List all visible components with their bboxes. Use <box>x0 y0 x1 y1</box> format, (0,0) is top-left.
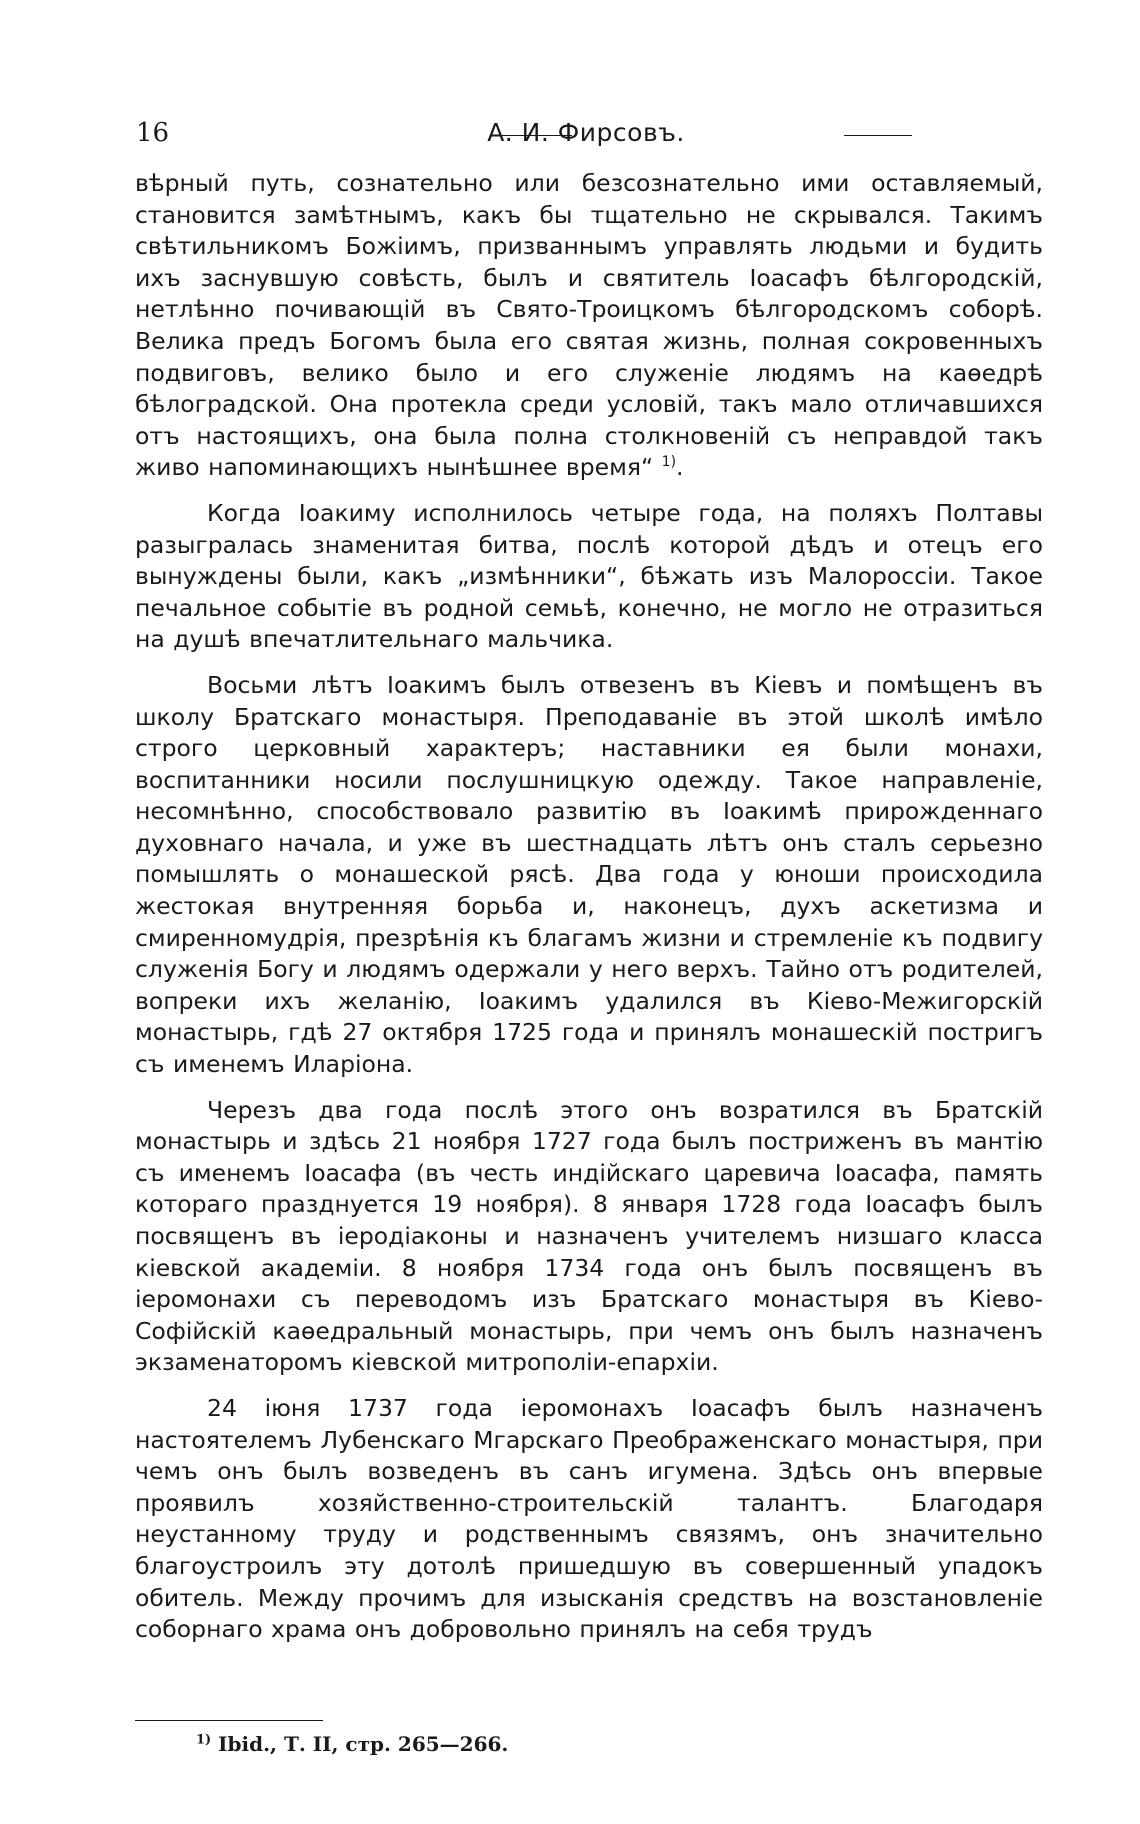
paragraph-3: Восьми лѣтъ Іоакимъ былъ отвезенъ въ Кіевъ и помѣщенъ въ школу Братскаго монастыря. Преподаваніе въ этой школѣ имѣло строго церковный характеръ; наставники ея были монахи, воспитанники носили послушницкую одежду. Такое направленіе, несомнѣнно, способствовало развитію въ Іоакимѣ прирожденнаго духовнаго начала, и уже въ шестнадцать лѣтъ онъ сталъ серьезно помышлять о монашеской рясѣ. Два года у юноши происходила жестокая внутренняя борьба и, наконецъ, духъ аскетизма и смиренномудрія, презрѣнія къ благамъ жизни и стремленіе къ подвигу служенія Богу и людямъ одержали у него верхъ. Тайно отъ родителей, вопреки ихъ желанію, Іоакимъ удалился въ Кіево-Межигорскій монастырь, гдѣ 27 октября 1725 года и принялъ монашескій постригъ съ именемъ Иларіона. <box>135 670 1043 1079</box>
footnote-mark: 1) <box>196 1732 212 1748</box>
paragraph-2: Когда Іоакиму исполнилось четыре года, на поляхъ Полтавы разыгралась знаменитая битва, послѣ которой дѣдъ и отецъ его вынуждены были, какъ „измѣнники“, бѣжать изъ Малороссіи. Такое печальное событіе въ родной семьѣ, конечно, не могло не отразиться на душѣ впечатлительнаго мальчика. <box>135 498 1043 654</box>
page-number: 16 <box>136 118 170 148</box>
page-header <box>132 118 1040 158</box>
paragraph-4: Черезъ два года послѣ этого онъ возратился въ Братскій монастырь и здѣсь 21 ноября 1727 года былъ постриженъ въ мантію съ именемъ Іоасафа (въ честь индійскаго царевича Іоасафа, память котораго празднуется 19 ноября). 8 января 1728 года Іоасафъ былъ посвященъ въ іеродіаконы и назначенъ учителемъ низшаго класса кіевской академіи. 8 ноября 1734 года онъ былъ посвященъ въ іеромонахи съ переводомъ изъ Братскаго монастыря въ Кіево-Софійскій каѳедральный монастырь, при чемъ онъ былъ назначенъ экзаменаторомъ кіевской митрополіи-епархіи. <box>135 1095 1043 1377</box>
footnote-rule <box>135 1720 323 1721</box>
paragraph-5: 24 іюня 1737 года іеромонахъ Іоасафъ былъ назначенъ настоятелемъ Лубенскаго Мгарскаго Преображенскаго монастыря, при чемъ онъ былъ возведенъ въ санъ игумена. Здѣсь онъ впервые проявилъ хозяйственно-строительскій талантъ. Благодаря неустанному труду и родственнымъ связямъ, онъ значительно благоустроилъ эту дотолѣ пришедшую въ совершенный упадокъ обитель. Между прочимъ для изысканія средствъ на возстановленіе соборнаго храма онъ добровольно принялъ на себя трудъ <box>135 1393 1043 1644</box>
header-rule-right <box>844 135 912 136</box>
paragraph-1-end: . <box>676 453 684 482</box>
paragraph-1-text: вѣрный путь, сознательно или безсознательно ими оставляемый, становится замѣтнымъ, какъ бы тщательно не скрывался. Такимъ свѣтильникомъ Божіимъ, призваннымъ управлять людьми и будить ихъ заснувшую совѣсть, былъ и святитель Іоасафъ бѣлгородскій, нетлѣнно почивающій въ Свято-Троицкомъ бѣлгородскомъ соборѣ. Велика предъ Богомъ была его святая жизнь, полная сокровенныхъ подвиговъ, велико было и его служеніе людямъ на каѳедрѣ бѣлоградской. Она протекла среди условій, такъ мало отличавшихся отъ настоящихъ, она была полна столкновеній съ неправдой такъ живо напоминающихъ нынѣшнее время“ <box>135 169 1043 482</box>
running-title: А. И. Фирсовъ. <box>487 118 685 147</box>
body-text <box>135 168 1043 1646</box>
footnote <box>196 1732 508 1756</box>
footnote-text: Ibid., Т. II, стр. 265—266. <box>218 1732 509 1756</box>
footnote-reference: 1) <box>661 454 677 471</box>
paragraph-1 <box>135 168 1043 484</box>
